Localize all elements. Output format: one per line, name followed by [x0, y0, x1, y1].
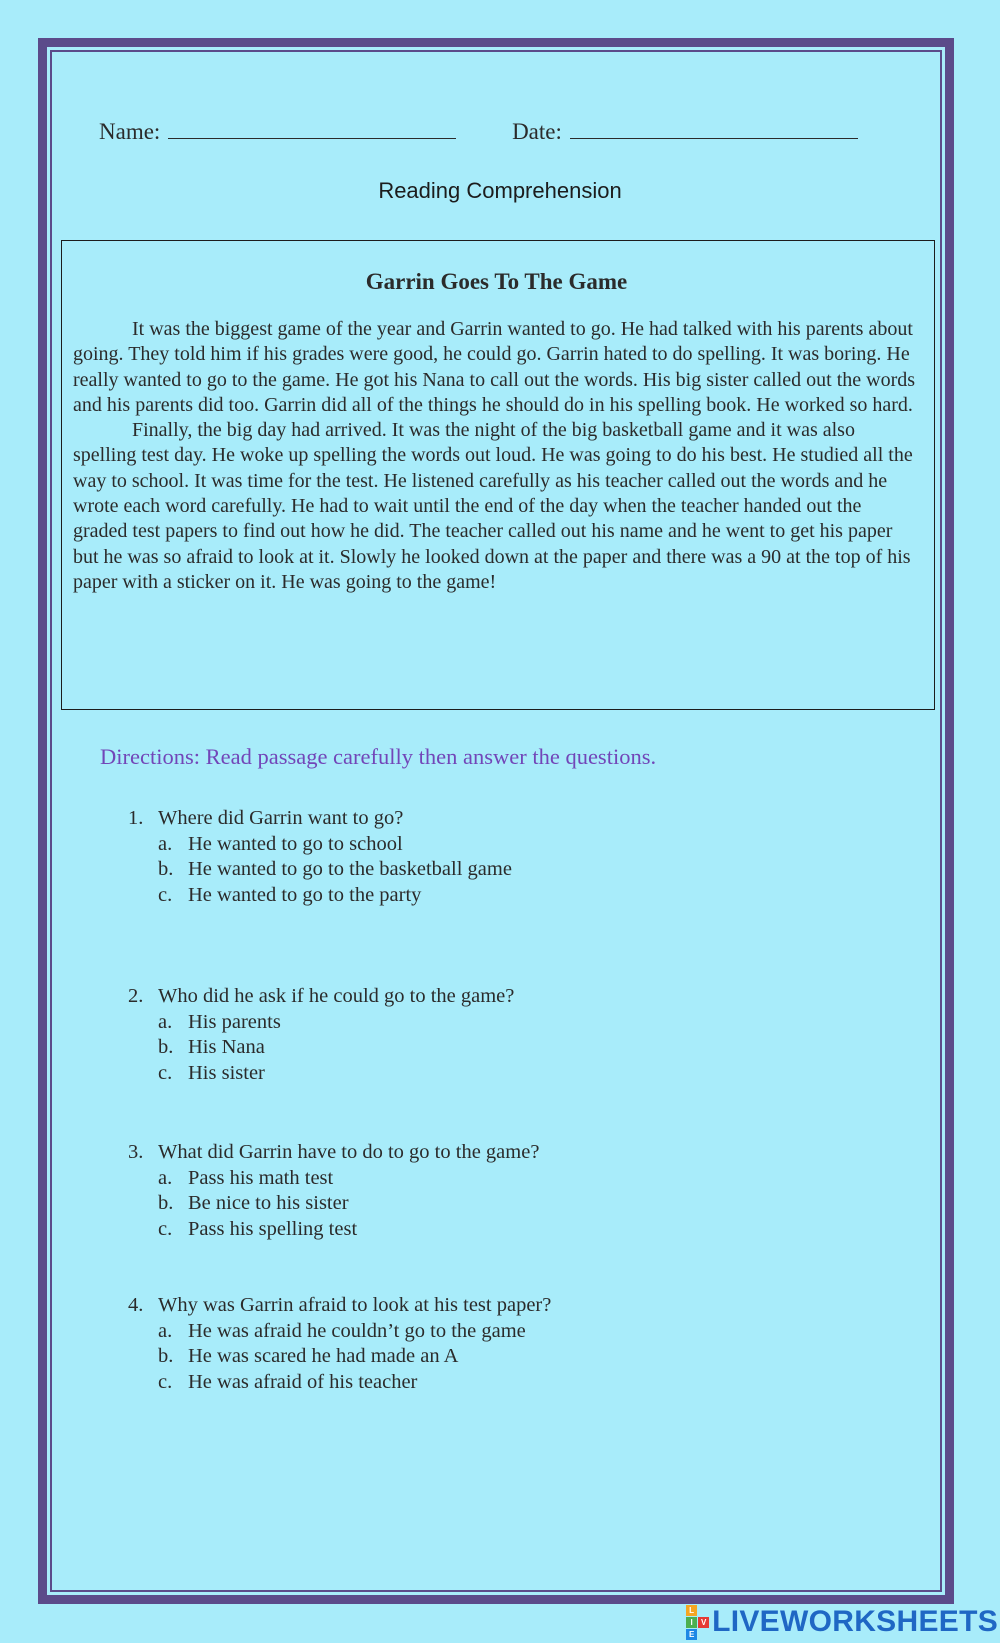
directions: Directions: Read passage carefully then answer the questions.: [100, 744, 657, 769]
option-letter: a.: [158, 832, 173, 855]
option-text: Be nice to his sister: [188, 1192, 349, 1214]
passage-title: Garrin Goes To The Game: [365, 269, 628, 294]
question-text: Where did Garrin want to go?: [158, 807, 404, 829]
option-letter: b.: [158, 858, 174, 880]
logo-mark-tile: L: [686, 1605, 697, 1616]
answer-option[interactable]: [128, 1035, 514, 1061]
answer-option[interactable]: [128, 1319, 551, 1345]
date-block: [512, 118, 858, 145]
answer-option[interactable]: [128, 857, 512, 883]
question-4: [128, 1293, 551, 1395]
answer-option[interactable]: [128, 1344, 551, 1370]
option-letter: c.: [158, 1061, 173, 1084]
option-text: His parents: [188, 1010, 281, 1033]
question-stem: [128, 984, 514, 1010]
passage-paragraph: Finally, the big day had arrived. It was the night of the big basketball game and it was also spelling test day. He woke up spelling the words out loud. He was going to do his best. He studied all the way to school. It was time for the test. He listened carefully as his teacher called out the words and he wrote each word carefully. He had to wait until the end of the day when the teacher handed out the graded test papers to find out how he did. The teacher called out his name and he went to get his paper but he was so afraid to look at it. Slowly he looked down at the paper and there was a 90 at the top of his paper with a sticker on it. He was going to the game!: [73, 419, 913, 593]
option-text: He was afraid of his teacher: [188, 1370, 418, 1393]
option-text: He wanted to go to the party: [188, 883, 422, 906]
option-letter: b.: [158, 1345, 174, 1367]
liveworksheets-logo[interactable]: [686, 1604, 998, 1640]
option-text: Pass his spelling test: [188, 1217, 358, 1240]
option-text: He wanted to go to the basketball game: [188, 858, 512, 880]
question-3: [128, 1140, 539, 1242]
header-row: [99, 118, 858, 145]
answer-option[interactable]: [128, 1010, 514, 1036]
question-stem: [128, 806, 512, 832]
question-number: 3.: [128, 1141, 144, 1163]
logo-text: LIVEWORKSHEETS: [712, 1605, 998, 1638]
logo-mark-tile: V: [698, 1617, 709, 1628]
option-text: He was scared he had made an A: [188, 1345, 459, 1367]
option-letter: c.: [158, 1370, 173, 1393]
date-label: Date:: [512, 119, 562, 144]
question-1: [128, 806, 512, 908]
option-letter: a.: [158, 1319, 173, 1342]
option-text: Pass his math test: [188, 1166, 334, 1189]
logo-mark-tile: [698, 1605, 709, 1616]
answer-option[interactable]: [128, 1217, 539, 1243]
option-letter: a.: [158, 1166, 173, 1189]
option-text: He was afraid he couldn’t go to the game: [188, 1319, 526, 1342]
option-letter: b.: [158, 1036, 174, 1058]
question-number: 1.: [128, 807, 144, 829]
option-letter: a.: [158, 1010, 173, 1033]
question-text: Why was Garrin afraid to look at his test paper?: [158, 1294, 552, 1316]
answer-option[interactable]: [128, 1370, 551, 1396]
logo-mark-tile: I: [686, 1617, 697, 1628]
option-text: He wanted to go to school: [188, 832, 403, 855]
date-field[interactable]: [570, 118, 858, 139]
option-text: His sister: [188, 1061, 265, 1084]
passage-box: [61, 240, 935, 710]
option-letter: c.: [158, 1217, 173, 1240]
logo-mark-icon: [686, 1605, 709, 1640]
name-label: Name:: [99, 119, 161, 144]
worksheet-subtitle: Reading Comprehension: [378, 178, 622, 203]
option-letter: c.: [158, 883, 173, 906]
option-text: His Nana: [188, 1036, 265, 1058]
question-text: What did Garrin have to do to go to the game?: [158, 1141, 540, 1163]
question-text: Who did he ask if he could go to the game?: [158, 985, 515, 1007]
passage-paragraph: It was the biggest game of the year and Garrin wanted to go. He had talked with his parents about going. They told him if his grades were good, he could go. Garrin hated to do spelling. It was boring. He really wanted to go to the game. He got his Nana to call out the words. His big sister called out the words and his parents did too. Garrin did all of the things he should do in his spelling book. He worked so hard.: [73, 318, 916, 416]
answer-option[interactable]: [128, 1191, 539, 1217]
question-number: 2.: [128, 985, 144, 1007]
name-field[interactable]: [168, 118, 456, 139]
option-letter: b.: [158, 1192, 174, 1214]
answer-option[interactable]: [128, 1166, 539, 1192]
answer-option[interactable]: [128, 883, 512, 909]
question-stem: [128, 1293, 551, 1319]
question-2: [128, 984, 514, 1086]
question-number: 4.: [128, 1294, 144, 1316]
answer-option[interactable]: [128, 832, 512, 858]
logo-mark-tile: [698, 1629, 709, 1640]
answer-option[interactable]: [128, 1061, 514, 1087]
logo-mark-tile: E: [686, 1629, 697, 1640]
question-stem: [128, 1140, 539, 1166]
